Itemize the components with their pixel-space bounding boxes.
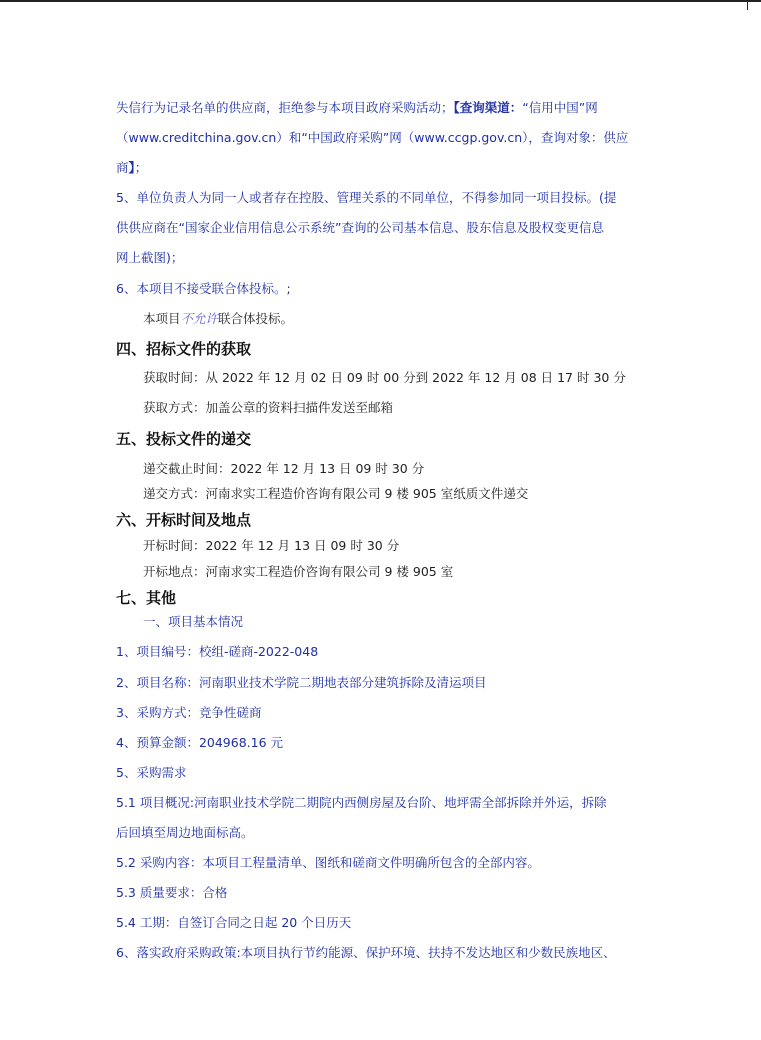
- list-item: 5、采购需求: [116, 765, 187, 780]
- page-top-border: [0, 0, 761, 2]
- list-item: 2、项目名称：河南职业技术学院二期地表部分建筑拆除及清运项目: [116, 675, 487, 690]
- list-item: 1、项目编号：校组-磋商-2022-048: [116, 644, 319, 659]
- text-line: 递交截止时间：2022 年 12 月 13 日 09 时 30 分: [143, 461, 425, 476]
- text-line: 5、单位负责人为同一人或者存在控股、管理关系的不同单位，不得参加同一项目投标。(提: [116, 190, 617, 205]
- text-line: 6、本项目不接受联合体投标。;: [116, 281, 291, 296]
- section-heading: 七、其他: [116, 589, 177, 607]
- text-bold-segment: 【查询渠道：: [453, 100, 523, 115]
- text-segment: 联合体投标。: [218, 311, 294, 326]
- list-item: 3、采购方式：竞争性磋商: [116, 705, 262, 720]
- text-line: 网上截图)；: [116, 250, 184, 265]
- text-bold-segment: 】: [128, 160, 135, 175]
- text-segment: 商: [116, 160, 129, 175]
- section-heading: 四、招标文件的获取: [116, 340, 252, 358]
- text-line: [116, 160, 147, 176]
- text-italic-segment: 不允许: [180, 311, 219, 326]
- text-segment: ；: [134, 160, 148, 175]
- text-segment: 失信行为记录名单的供应商，拒绝参与本项目政府采购活动；: [116, 100, 454, 115]
- list-item: 5.4 工期：自签订合同之日起 20 个日历天: [116, 915, 352, 930]
- text-line: 供供应商在“国家企业信用信息公示系统”查询的公司基本信息、股东信息及股权变更信息: [116, 220, 604, 235]
- text-line: [116, 100, 598, 116]
- text-line: [143, 311, 293, 327]
- text-line: 递交方式：河南求实工程造价咨询有限公司 9 楼 905 室纸质文件递交: [143, 486, 529, 501]
- list-item: 4、预算金额：204968.16 元: [116, 735, 284, 750]
- text-line: 开标时间：2022 年 12 月 13 日 09 时 30 分: [143, 538, 400, 553]
- text-segment: 本项目: [143, 311, 181, 326]
- list-item: 5.2 采购内容：本项目工程量清单、图纸和磋商文件明确所包含的全部内容。: [116, 855, 540, 870]
- text-line: （www.creditchina.gov.cn）和“中国政府采购”网（www.ccgp.gov.cn），查询对象：供应: [116, 130, 629, 145]
- sub-heading: 一、项目基本情况: [143, 614, 244, 629]
- text-line: 开标地点：河南求实工程造价咨询有限公司 9 楼 905 室: [143, 564, 454, 579]
- list-item: 5.3 质量要求：合格: [116, 885, 228, 900]
- text-segment: “信用中国”网: [522, 100, 598, 115]
- list-item: 后回填至周边地面标高。: [116, 825, 254, 840]
- section-heading: 五、投标文件的递交: [116, 430, 252, 448]
- section-heading: 六、开标时间及地点: [116, 511, 252, 529]
- list-item: 5.1 项目概况:河南职业技术学院二期院内西侧房屋及台阶、地坪需全部拆除并外运，拆除: [116, 795, 607, 810]
- list-item: 6、落实政府采购政策:本项目执行节约能源、保护环境、扶持不发达地区和少数民族地区、: [116, 945, 616, 960]
- text-line: 获取方式：加盖公章的资料扫描件发送至邮箱: [143, 400, 394, 415]
- page-corner-mark: [747, 0, 748, 10]
- text-line: 获取时间：从 2022 年 12 月 02 日 09 时 00 分到 2022 年 12 月 08 日 17 时 30 分: [143, 370, 626, 385]
